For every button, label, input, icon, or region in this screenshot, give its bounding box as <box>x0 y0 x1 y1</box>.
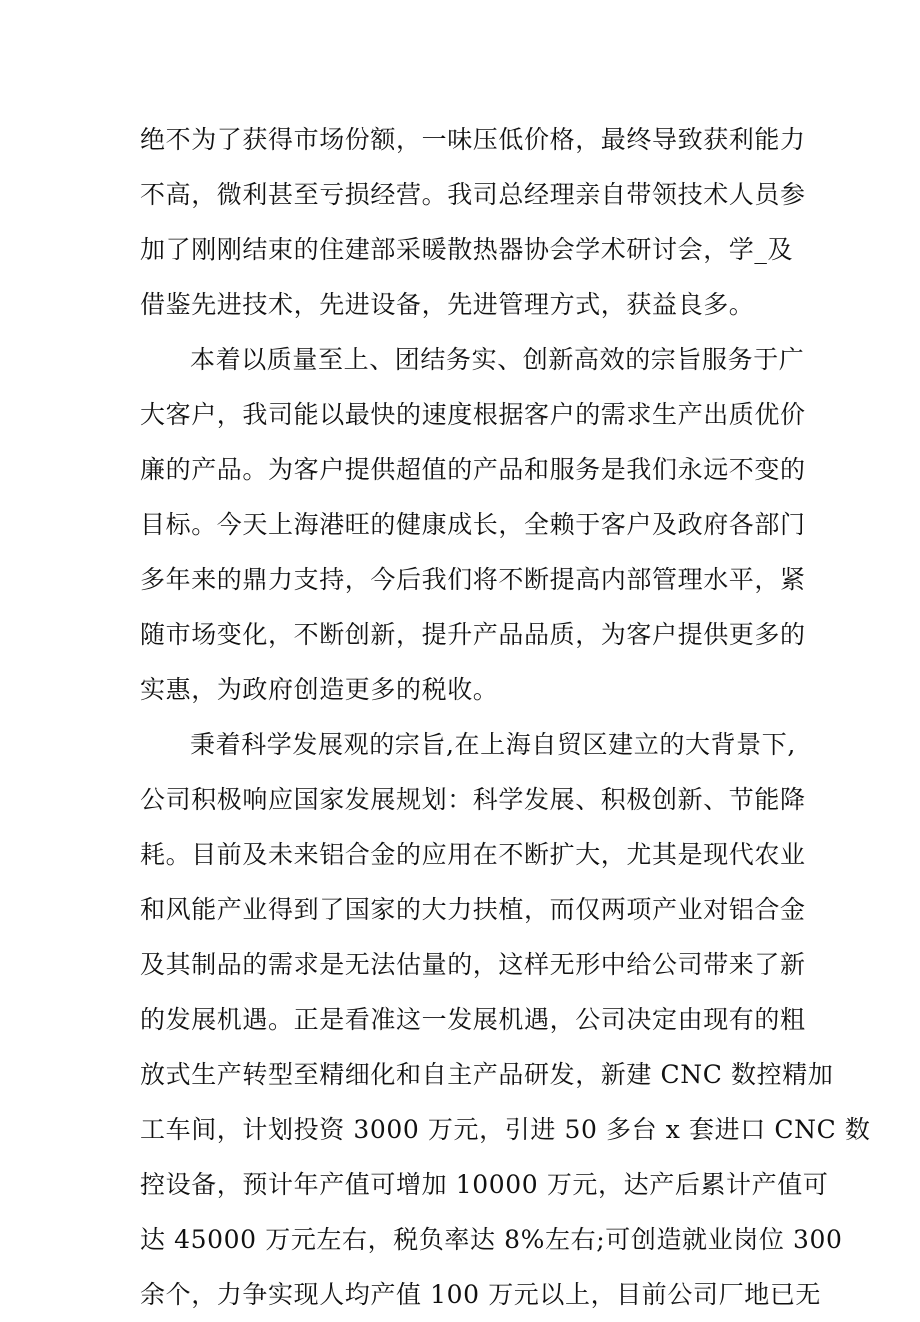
text-line: 不高，微利甚至亏损经营。我司总经理亲自带领技术人员参 <box>140 180 806 209</box>
text-line: 大客户，我司能以最快的速度根据客户的需求生产出质优价 <box>140 400 806 429</box>
text-line: 耗。目前及未来铝合金的应用在不断扩大，尤其是现代农业 <box>140 840 806 869</box>
text-line: 的发展机遇。正是看准这一发展机遇，公司决定由现有的粗 <box>140 1005 806 1034</box>
text-line: 本着以质量至上、团结务实、创新高效的宗旨服务于广 <box>190 345 805 374</box>
text-line: 放式生产转型至精细化和自主产品研发，新建 CNC 数控精加 <box>140 1060 834 1089</box>
document-body <box>140 112 871 1322</box>
text-line: 公司积极响应国家发展规划：科学发展、积极创新、节能降 <box>140 785 806 814</box>
text-line: 控设备，预计年产值可增加 10000 万元，达产后累计产值可 <box>140 1170 829 1199</box>
text-line: 和风能产业得到了国家的大力扶植，而仅两项产业对铝合金 <box>140 895 806 924</box>
text-line: 随市场变化，不断创新，提升产品品质，为客户提供更多的 <box>140 620 806 649</box>
text-line: 廉的产品。为客户提供超值的产品和服务是我们永远不变的 <box>140 455 806 484</box>
text-line: 及其制品的需求是无法估量的，这样无形中给公司带来了新 <box>140 950 806 979</box>
paragraph-3 <box>140 717 871 1322</box>
text-line: 多年来的鼎力支持，今后我们将不断提高内部管理水平，紧 <box>140 565 806 594</box>
text-line: 绝不为了获得市场份额，一味压低价格，最终导致获利能力 <box>140 125 806 154</box>
text-line: 实惠，为政府创造更多的税收。 <box>140 675 499 704</box>
text-line: 秉着科学发展观的宗旨,在上海自贸区建立的大背景下, <box>190 730 796 759</box>
paragraph-1 <box>140 112 806 332</box>
text-line: 达 45000 万元左右，税负率达 8%左右;可创造就业岗位 300 <box>140 1225 843 1254</box>
text-line: 余个，力争实现人均产值 100 万元以上，目前公司厂地已无 <box>140 1280 822 1309</box>
paragraph-2 <box>140 332 806 717</box>
text-line: 加了刚刚结束的住建部采暖散热器协会学术研讨会，学_及 <box>140 235 794 264</box>
text-line: 工车间，计划投资 3000 万元，引进 50 多台 x 套进口 CNC 数 <box>140 1115 871 1144</box>
text-line: 借鉴先进技术，先进设备，先进管理方式，获益良多。 <box>140 290 755 319</box>
text-line: 目标。今天上海港旺的健康成长，全赖于客户及政府各部门 <box>140 510 806 539</box>
